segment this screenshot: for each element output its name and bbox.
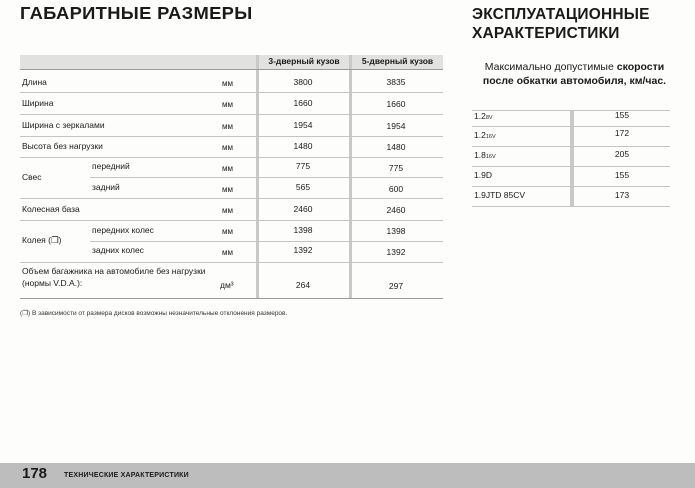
row-length-3door: 3800 [293, 77, 313, 87]
speed-row-2-engine-suffix: 16V [485, 134, 496, 140]
speed-rule-4 [472, 186, 670, 187]
row-track-front-label: передних колес [92, 225, 154, 235]
speed-rule-2 [472, 146, 670, 147]
row-wheelbase-unit: мм [222, 206, 233, 215]
rule-5 [90, 177, 443, 178]
row-wheelbase-3door: 2460 [293, 204, 313, 214]
rule-7 [20, 220, 443, 221]
row-height-5door: 1480 [386, 142, 406, 152]
speed-rule-1 [472, 126, 670, 127]
speed-row-2-engine-base: 1.2 [474, 130, 486, 140]
row-track-front-unit: мм [222, 227, 233, 236]
speed-row-5-engine: 1.9JTD 85CV [474, 190, 526, 200]
row-height-unit: мм [222, 143, 233, 152]
row-overhang-rear-label: задний [92, 182, 120, 192]
row-trunk-label-line1: Объем багажника на автомобиле без нагрузки [22, 266, 206, 276]
row-overhang-front-label: передний [92, 161, 130, 171]
speed-row-3-engine-suffix: 16V [485, 154, 496, 160]
rule-bottom [20, 298, 443, 299]
speed-row-3-engine-base: 1.8 [474, 150, 486, 160]
row-track-label: Колея (❐) [22, 235, 62, 245]
speed-row-4-engine: 1.9D [474, 170, 492, 180]
row-overhang-front-3door: 775 [295, 161, 311, 171]
row-track-front-5door: 1398 [386, 226, 406, 236]
subtitle-part-a: Максимально допустимые [484, 61, 617, 73]
rule-9 [20, 262, 443, 263]
speed-row-1-engine [474, 111, 493, 124]
row-track-rear-label: задних колес [92, 245, 144, 255]
row-length-label: Длина [22, 77, 47, 87]
performance-title-line2: ХАРАКТЕРИСТИКИ [472, 25, 620, 42]
row-wheelbase-label: Колесная база [22, 204, 80, 214]
row-overhang-label: Свес [22, 172, 42, 182]
row-overhang-rear-5door: 600 [388, 184, 404, 194]
row-width-3door: 1660 [293, 98, 313, 108]
rule-3 [20, 136, 443, 137]
row-overhang-rear-3door: 565 [295, 182, 311, 192]
row-track-rear-5door: 1392 [386, 247, 406, 257]
speed-row-1-value: 155 [614, 110, 630, 120]
row-track-rear-unit: мм [222, 248, 233, 257]
row-width-mirrors-unit: мм [222, 122, 233, 131]
subtitle-part-b: скорости [616, 61, 665, 73]
row-overhang-front-5door: 775 [388, 163, 404, 173]
row-trunk-unit: дм³ [220, 280, 234, 290]
row-length-5door: 3835 [386, 77, 406, 87]
row-width-mirrors-3door: 1954 [293, 120, 313, 130]
row-width-label: Ширина [22, 98, 54, 108]
row-trunk-5door: 297 [388, 281, 404, 291]
performance-title-line1: ЭКСПЛУАТАЦИОННЫЕ [472, 6, 650, 23]
row-width-5door: 1660 [386, 99, 406, 109]
row-trunk-3door: 264 [295, 280, 311, 290]
row-overhang-rear-unit: мм [222, 185, 233, 194]
row-width-mirrors-label: Ширина с зеркалами [22, 120, 105, 130]
rule-top [20, 69, 443, 70]
row-track-front-3door: 1398 [293, 225, 313, 235]
rule-2 [20, 114, 443, 115]
subtitle-part-c: после обкатки автомобиля, км/час. [482, 75, 667, 87]
row-track-rear-3door: 1392 [293, 245, 313, 255]
rule-8 [90, 241, 443, 242]
row-width-mirrors-5door: 1954 [386, 121, 406, 131]
speed-column-divider [570, 110, 574, 206]
row-trunk-label-line2: (нормы V.D.A.): [22, 278, 83, 288]
row-height-label: Высота без нагрузки [22, 141, 103, 151]
speed-row-3-value: 205 [614, 149, 630, 159]
row-length-unit: мм [222, 79, 233, 88]
performance-subtitle [472, 60, 677, 88]
dimensions-footnote: (❐) В зависимости от размера дисков возможны незначительные отклонения размеров. [20, 310, 288, 317]
speed-rule-3 [472, 166, 670, 167]
rule-1 [20, 92, 443, 93]
header-5-door: 5-дверный кузов [361, 56, 434, 66]
speed-row-1-engine-base: 1.2 [474, 111, 486, 121]
row-width-unit: мм [222, 100, 233, 109]
dimensions-title: ГАБАРИТНЫЕ РАЗМЕРЫ [20, 3, 253, 23]
speed-row-4-value: 155 [614, 170, 630, 180]
row-height-3door: 1480 [293, 141, 313, 151]
speed-row-3-engine [474, 150, 496, 163]
row-wheelbase-5door: 2460 [386, 205, 406, 215]
page-number: 178 [22, 465, 48, 482]
header-3-door: 3-дверный кузов [268, 56, 340, 66]
performance-title [472, 5, 682, 43]
speed-rule-5 [472, 206, 670, 207]
section-title: ТЕХНИЧЕСКИЕ ХАРАКТЕРИСТИКИ [64, 472, 189, 479]
speed-row-1-engine-suffix: 8V [485, 115, 493, 121]
rule-4 [20, 157, 443, 158]
row-overhang-front-unit: мм [222, 164, 233, 173]
speed-row-5-value: 173 [614, 190, 630, 200]
speed-row-2-value: 172 [614, 128, 630, 138]
rule-6 [20, 198, 443, 199]
speed-row-2-engine [474, 130, 496, 143]
